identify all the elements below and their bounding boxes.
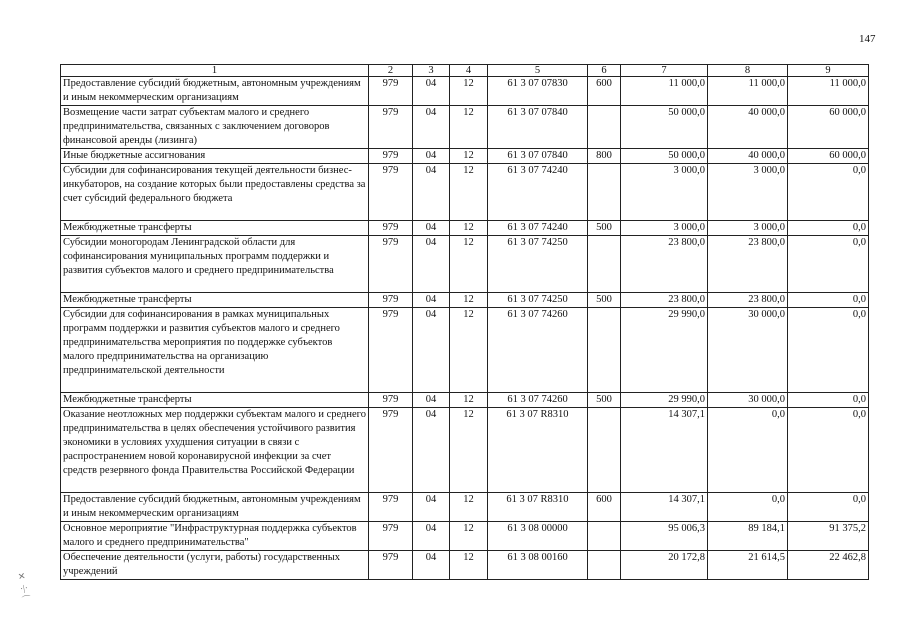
cell-expense-type: [588, 522, 621, 551]
cell-target-article: 61 3 07 07830: [488, 77, 588, 106]
cell-amount-9: 0,0: [788, 308, 869, 393]
cell-admin-code: 979: [369, 493, 413, 522]
cell-name: Субсидии для софинансирования текущей деятельности бизнес-инкубаторов, на создание которых были предоставлены средства за счет субсидий федерального бюджета: [61, 164, 369, 221]
cell-amount-8: 21 614,5: [708, 551, 788, 580]
cell-amount-9: 0,0: [788, 393, 869, 408]
header-col-9: 9: [788, 65, 869, 77]
cell-amount-7: 29 990,0: [621, 308, 708, 393]
cell-target-article: 61 3 07 07840: [488, 106, 588, 149]
cell-expense-type: [588, 106, 621, 149]
cell-subsection: 12: [450, 408, 488, 493]
cell-admin-code: 979: [369, 77, 413, 106]
cell-amount-8: 0,0: [708, 408, 788, 493]
cell-admin-code: 979: [369, 149, 413, 164]
cell-amount-8: 89 184,1: [708, 522, 788, 551]
cell-expense-type: 600: [588, 77, 621, 106]
cell-name: Межбюджетные трансферты: [61, 293, 369, 308]
cell-section: 04: [413, 293, 450, 308]
cell-section: 04: [413, 221, 450, 236]
cell-section: 04: [413, 408, 450, 493]
cell-name: Межбюджетные трансферты: [61, 221, 369, 236]
cell-amount-9: 11 000,0: [788, 77, 869, 106]
cell-amount-8: 30 000,0: [708, 308, 788, 393]
cell-amount-7: 29 990,0: [621, 393, 708, 408]
cell-amount-7: 23 800,0: [621, 236, 708, 293]
cell-admin-code: 979: [369, 308, 413, 393]
cell-target-article: 61 3 08 00000: [488, 522, 588, 551]
cell-name: Обеспечение деятельности (услуги, работы) государственных учреждений: [61, 551, 369, 580]
cell-admin-code: 979: [369, 221, 413, 236]
cell-subsection: 12: [450, 308, 488, 393]
cell-amount-7: 11 000,0: [621, 77, 708, 106]
cell-subsection: 12: [450, 164, 488, 221]
cell-amount-9: 22 462,8: [788, 551, 869, 580]
cell-name: Возмещение части затрат субъектам малого и среднего предпринимательства, связанных с заключением договоров финансовой аренды (лизинга): [61, 106, 369, 149]
cell-subsection: 12: [450, 293, 488, 308]
cell-admin-code: 979: [369, 236, 413, 293]
cell-admin-code: 979: [369, 106, 413, 149]
cell-expense-type: [588, 164, 621, 221]
cell-expense-type: 500: [588, 293, 621, 308]
cell-name: Предоставление субсидий бюджетным, автономным учреждениям и иным некоммерческим организациям: [61, 77, 369, 106]
cell-expense-type: [588, 236, 621, 293]
cell-section: 04: [413, 522, 450, 551]
table-row: [61, 408, 869, 493]
cell-section: 04: [413, 393, 450, 408]
table-row: [61, 293, 869, 308]
cell-amount-7: 23 800,0: [621, 293, 708, 308]
cell-admin-code: 979: [369, 164, 413, 221]
cell-amount-7: 95 006,3: [621, 522, 708, 551]
cell-amount-8: 30 000,0: [708, 393, 788, 408]
header-row: [61, 65, 869, 77]
cell-name: Субсидии моногородам Ленинградской области для софинансирования муниципальных программ поддержки и развития субъектов малого и среднего предпринимательства: [61, 236, 369, 293]
cell-subsection: 12: [450, 106, 488, 149]
cell-amount-8: 11 000,0: [708, 77, 788, 106]
table-row: [61, 164, 869, 221]
table-header: [61, 65, 869, 77]
table-row: [61, 522, 869, 551]
cell-name: Межбюджетные трансферты: [61, 393, 369, 408]
cell-target-article: 61 3 07 74260: [488, 308, 588, 393]
cell-target-article: 61 3 07 74240: [488, 164, 588, 221]
cell-amount-9: 91 375,2: [788, 522, 869, 551]
table-row: [61, 77, 869, 106]
cell-amount-7: 3 000,0: [621, 164, 708, 221]
header-col-2: 2: [369, 65, 413, 77]
cell-amount-7: 50 000,0: [621, 106, 708, 149]
header-col-1: 1: [61, 65, 369, 77]
cell-expense-type: 500: [588, 393, 621, 408]
table-row: [61, 551, 869, 580]
cell-amount-9: 0,0: [788, 221, 869, 236]
header-col-4: 4: [450, 65, 488, 77]
header-col-5: 5: [488, 65, 588, 77]
cell-amount-8: 23 800,0: [708, 236, 788, 293]
cell-expense-type: [588, 551, 621, 580]
cell-subsection: 12: [450, 493, 488, 522]
cell-expense-type: 800: [588, 149, 621, 164]
table-row: [61, 493, 869, 522]
cell-amount-9: 60 000,0: [788, 106, 869, 149]
cell-amount-7: 14 307,1: [621, 493, 708, 522]
cell-amount-8: 40 000,0: [708, 106, 788, 149]
cell-expense-type: 600: [588, 493, 621, 522]
cell-section: 04: [413, 551, 450, 580]
cell-amount-9: 0,0: [788, 236, 869, 293]
cell-target-article: 61 3 07 R8310: [488, 408, 588, 493]
cell-section: 04: [413, 308, 450, 393]
cell-amount-7: 14 307,1: [621, 408, 708, 493]
cell-section: 04: [413, 164, 450, 221]
cell-amount-8: 3 000,0: [708, 221, 788, 236]
cell-expense-type: [588, 308, 621, 393]
cell-name: Предоставление субсидий бюджетным, автономным учреждениям и иным некоммерческим организациям: [61, 493, 369, 522]
cell-subsection: 12: [450, 221, 488, 236]
cell-target-article: 61 3 07 74240: [488, 221, 588, 236]
cell-admin-code: 979: [369, 408, 413, 493]
table-row: [61, 221, 869, 236]
cell-amount-8: 3 000,0: [708, 164, 788, 221]
cell-section: 04: [413, 493, 450, 522]
table-row: [61, 236, 869, 293]
cell-admin-code: 979: [369, 551, 413, 580]
header-col-3: 3: [413, 65, 450, 77]
header-col-6: 6: [588, 65, 621, 77]
cell-section: 04: [413, 106, 450, 149]
cell-section: 04: [413, 77, 450, 106]
cell-target-article: 61 3 07 R8310: [488, 493, 588, 522]
header-col-7: 7: [621, 65, 708, 77]
cell-amount-8: 0,0: [708, 493, 788, 522]
table-row: [61, 106, 869, 149]
cell-target-article: 61 3 07 74260: [488, 393, 588, 408]
table-body: [61, 77, 869, 580]
cell-subsection: 12: [450, 393, 488, 408]
cell-amount-8: 23 800,0: [708, 293, 788, 308]
cell-name: Основное мероприятие "Инфраструктурная поддержка субъектов малого и среднего предпринимательства": [61, 522, 369, 551]
cell-amount-8: 40 000,0: [708, 149, 788, 164]
cell-section: 04: [413, 149, 450, 164]
cell-admin-code: 979: [369, 393, 413, 408]
header-col-8: 8: [708, 65, 788, 77]
cell-expense-type: 500: [588, 221, 621, 236]
cell-target-article: 61 3 07 74250: [488, 293, 588, 308]
cell-amount-7: 50 000,0: [621, 149, 708, 164]
cell-amount-9: 60 000,0: [788, 149, 869, 164]
page-number: 147: [859, 33, 876, 45]
table-row: [61, 149, 869, 164]
cell-subsection: 12: [450, 77, 488, 106]
cell-amount-7: 3 000,0: [621, 221, 708, 236]
cell-amount-9: 0,0: [788, 493, 869, 522]
scan-marks: ✕ ·|· ⌒: [17, 570, 32, 606]
cell-subsection: 12: [450, 551, 488, 580]
cell-name: Иные бюджетные ассигнования: [61, 149, 369, 164]
cell-target-article: 61 3 07 07840: [488, 149, 588, 164]
cell-section: 04: [413, 236, 450, 293]
cell-target-article: 61 3 07 74250: [488, 236, 588, 293]
cell-admin-code: 979: [369, 522, 413, 551]
cell-subsection: 12: [450, 522, 488, 551]
cell-amount-9: 0,0: [788, 164, 869, 221]
cell-name: Оказание неотложных мер поддержки субъектам малого и среднего предпринимательства в целях обеспечения устойчивого развития экономики в условиях ухудшения ситуации в связи с распространением новой коронавирусной инфекции за счет средств резервного фонда Правительства Российской Федерации: [61, 408, 369, 493]
cell-admin-code: 979: [369, 293, 413, 308]
cell-name: Субсидии для софинансирования в рамках муниципальных программ поддержки и развития субъектов малого и среднего предпринимательства мероприятия по поддержке субъектов малого предпринимательства на организацию предпринимательской деятельности: [61, 308, 369, 393]
cell-target-article: 61 3 08 00160: [488, 551, 588, 580]
table-row: [61, 308, 869, 393]
cell-subsection: 12: [450, 236, 488, 293]
cell-expense-type: [588, 408, 621, 493]
budget-table: [60, 64, 869, 580]
cell-amount-9: 0,0: [788, 293, 869, 308]
table-row: [61, 393, 869, 408]
cell-amount-9: 0,0: [788, 408, 869, 493]
cell-subsection: 12: [450, 149, 488, 164]
cell-amount-7: 20 172,8: [621, 551, 708, 580]
